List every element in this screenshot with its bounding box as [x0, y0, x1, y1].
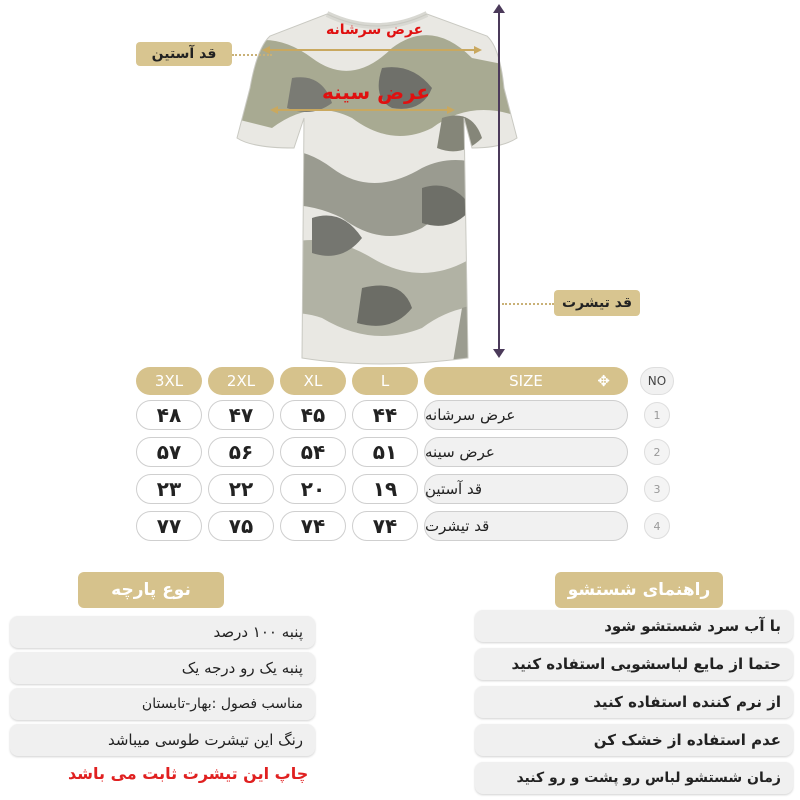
value-l: ۵۱	[352, 437, 418, 467]
shoulder-width-arrow	[262, 40, 482, 59]
washing-item-text: حتما از مایع لباسشویی استفاده کنید	[511, 655, 781, 673]
fabric-item	[10, 616, 315, 648]
value-l: ۴۴	[352, 400, 418, 430]
fabric-item-text: مناسب فصول :بهار-تابستان	[141, 696, 303, 712]
washing-item	[475, 724, 793, 756]
value-l: ۱۹	[352, 474, 418, 504]
washing-item-text: از نرم کننده استفاده کنید	[593, 693, 781, 711]
chest-width-label: عرض سینه	[322, 80, 431, 104]
value-xl: ۲۰	[280, 474, 346, 504]
size-header	[424, 367, 628, 395]
fabric-title: نوع پارچه	[78, 572, 224, 608]
washing-item-text: عدم استفاده از خشک کن	[593, 731, 781, 749]
row-name: قد آستین	[424, 474, 628, 504]
value-2xl: ۵۶	[208, 437, 274, 467]
row-number: 4	[644, 513, 670, 539]
tshirt-illustration	[232, 8, 522, 368]
washing-item	[475, 610, 793, 642]
size-header-xl: XL	[280, 367, 346, 395]
washing-item-text: با آب سرد شستشو شود	[604, 617, 781, 635]
fabric-note: چاپ این تیشرت ثابت می باشد	[68, 764, 309, 783]
move-arrows-icon: ✥	[597, 372, 610, 390]
washing-item-text: زمان شستشو لباس رو پشت و رو کنید	[516, 770, 781, 786]
size-header-l: L	[352, 367, 418, 395]
fabric-item-text: پنبه ۱۰۰ درصد	[213, 623, 303, 641]
washing-item	[475, 686, 793, 718]
fabric-item	[10, 688, 315, 720]
row-number: 3	[644, 476, 670, 502]
value-3xl: ۷۷	[136, 511, 202, 541]
fabric-item-text: رنگ این تیشرت طوسی میباشد	[107, 731, 303, 749]
row-number: 2	[644, 439, 670, 465]
value-3xl: ۲۳	[136, 474, 202, 504]
row-name: عرض سینه	[424, 437, 628, 467]
fabric-item	[10, 652, 315, 684]
fabric-item-text: پنبه یک رو درجه یک	[181, 659, 303, 677]
length-dotted-line	[502, 303, 554, 305]
value-xl: ۵۴	[280, 437, 346, 467]
shirt-length-tag: قد تیشرت	[554, 290, 640, 316]
value-xl: ۷۴	[280, 511, 346, 541]
value-3xl: ۴۸	[136, 400, 202, 430]
sleeve-length-tag: قد آستین	[136, 42, 232, 66]
row-name: قد تیشرت	[424, 511, 628, 541]
washing-item	[475, 648, 793, 680]
washing-title: راهنمای شستشو	[555, 572, 723, 608]
tshirt-camo-graphic	[232, 8, 522, 368]
value-xl: ۴۵	[280, 400, 346, 430]
fabric-item	[10, 724, 315, 756]
value-2xl: ۴۷	[208, 400, 274, 430]
value-2xl: ۲۲	[208, 474, 274, 504]
size-header-3xl: 3XL	[136, 367, 202, 395]
double-arrow-icon	[270, 105, 455, 115]
shirt-length-arrow	[498, 10, 500, 352]
row-name: عرض سرشانه	[424, 400, 628, 430]
row-number: 1	[644, 402, 670, 428]
value-l: ۷۴	[352, 511, 418, 541]
sleeve-dotted-line	[232, 54, 272, 56]
shoulder-width-label: عرض سرشانه	[326, 22, 424, 38]
washing-item	[475, 762, 793, 794]
no-header: NO	[640, 367, 674, 395]
value-2xl: ۷۵	[208, 511, 274, 541]
double-arrow-icon	[262, 45, 482, 55]
value-3xl: ۵۷	[136, 437, 202, 467]
size-header-label: SIZE	[509, 372, 543, 390]
size-header-2xl: 2XL	[208, 367, 274, 395]
